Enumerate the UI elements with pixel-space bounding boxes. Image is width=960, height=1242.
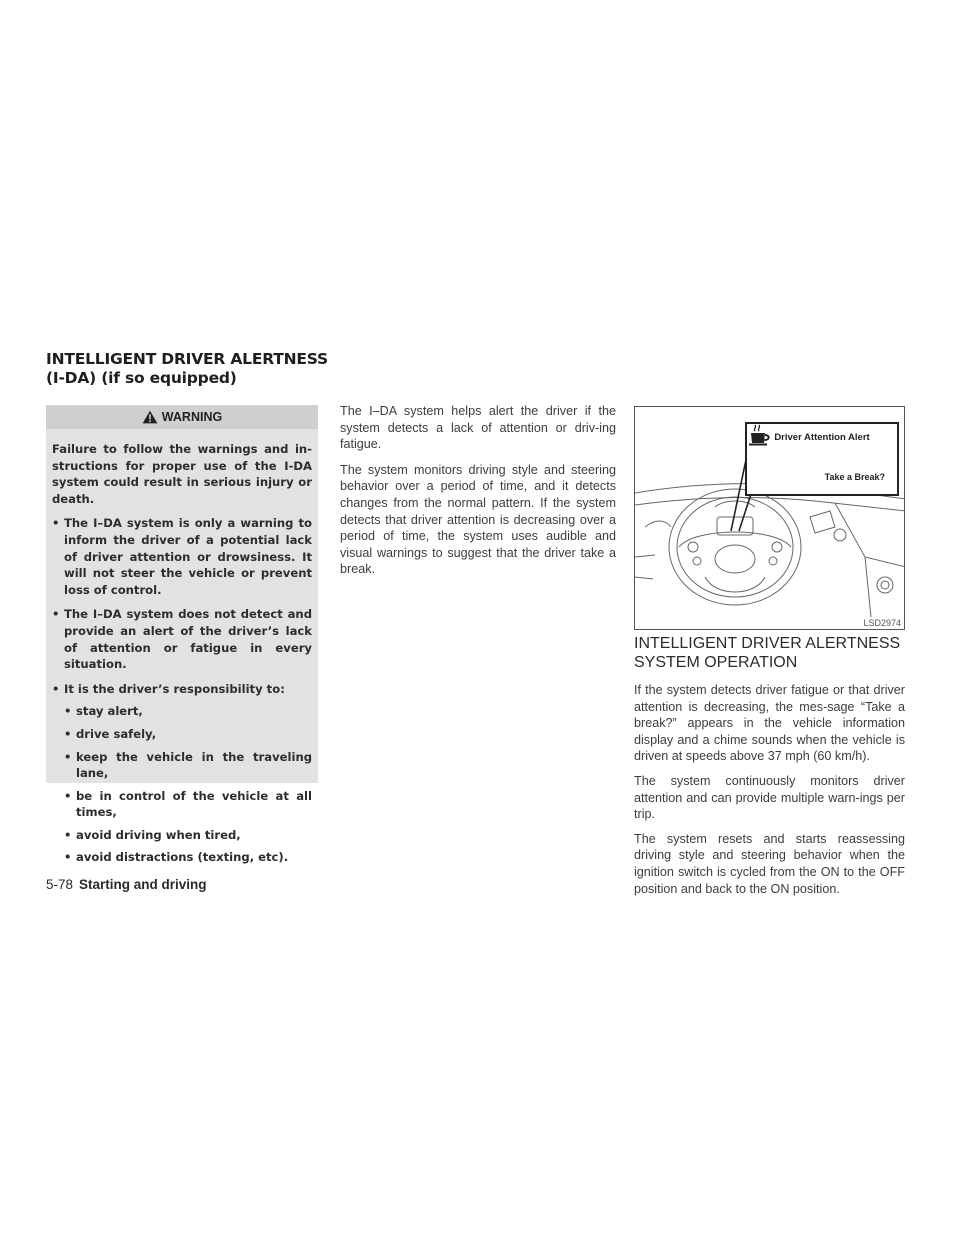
section-title xyxy=(46,350,328,388)
operation-paragraph: The system continuously monitors driver attention and can provide multiple warn-ings per trip. xyxy=(634,773,905,822)
operation-paragraph: The system resets and starts reassessing driving style and steering behavior when the ignition switch is cycled from the ON to the OFF position and back to the ON position. xyxy=(634,831,905,896)
alert-title: Driver Attention Alert xyxy=(774,432,870,443)
page-footer xyxy=(46,877,207,892)
driver-attention-alert-box xyxy=(745,422,899,496)
figure-code: LSD2974 xyxy=(863,618,901,628)
intro-paragraph: The I–DA system helps alert the driver if the system detects a lack of attention or driv-ing fatigue. xyxy=(340,404,616,452)
dashboard-illustration xyxy=(634,406,905,630)
operation-heading-line1: INTELLIGENT DRIVER ALERTNESS xyxy=(634,635,901,652)
alert-message: Take a Break? xyxy=(824,472,885,482)
warning-triangle-icon xyxy=(142,410,158,424)
warning-sub-bullet: • keep the vehicle in the traveling lane, xyxy=(64,749,312,781)
warning-bullet: • It is the driver’s responsibility to: xyxy=(52,681,285,696)
intro-text-column xyxy=(340,403,616,587)
warning-sub-bullet: • drive safely, xyxy=(64,726,157,741)
section-title-line2: (I-DA) (if so equipped) xyxy=(46,369,237,387)
operation-heading-line2: SYSTEM OPERATION xyxy=(634,654,798,671)
warning-sub-bullet: • avoid driving when tired, xyxy=(64,827,241,842)
page-number: 5-78 xyxy=(46,877,74,892)
chapter-title: Starting and driving xyxy=(79,877,207,892)
warning-sub-bullet: • avoid distractions (texting, etc). xyxy=(64,850,289,865)
warning-bullet: • The I–DA system does not detect and provide an alert of the driver’s lack of attention or fatigue in every situation. xyxy=(52,607,312,672)
warning-sub-bullet: • stay alert, xyxy=(64,704,143,719)
warning-sub-bullet: • be in control of the vehicle at all times, xyxy=(64,788,312,820)
operation-paragraph: If the system detects driver fatigue or that driver attention is decreasing, the mes-sage “Take a break?” appears in the vehicle information display and a chime sounds when the vehicle is driven at speeds above 37 mph (60 km/h). xyxy=(634,683,905,764)
section-title-line1: INTELLIGENT DRIVER ALERTNESS xyxy=(46,350,329,368)
warning-intro: Failure to follow the warnings and in-structions for proper use of the I-DA system could result in serious injury or death. xyxy=(52,442,312,506)
warning-bullet: • The I–DA system is only a warning to inform the driver of a potential lack of driver attention or drowsiness. It will not steer the vehicle or prevent loss of control. xyxy=(52,516,312,597)
warning-header xyxy=(46,405,318,429)
coffee-cup-icon xyxy=(747,424,773,446)
intro-paragraph: The system monitors driving style and steering behavior over a period of time, and it detects changes from the normal pattern. If the system detects that driver attention is decreasing over a period of time, the system uses audible and visual warnings to suggest that the driver take a break. xyxy=(340,462,616,577)
operation-section xyxy=(634,634,905,905)
warning-body xyxy=(46,429,318,866)
warning-label: WARNING xyxy=(161,410,223,424)
operation-heading xyxy=(634,634,905,672)
warning-box xyxy=(46,405,318,865)
